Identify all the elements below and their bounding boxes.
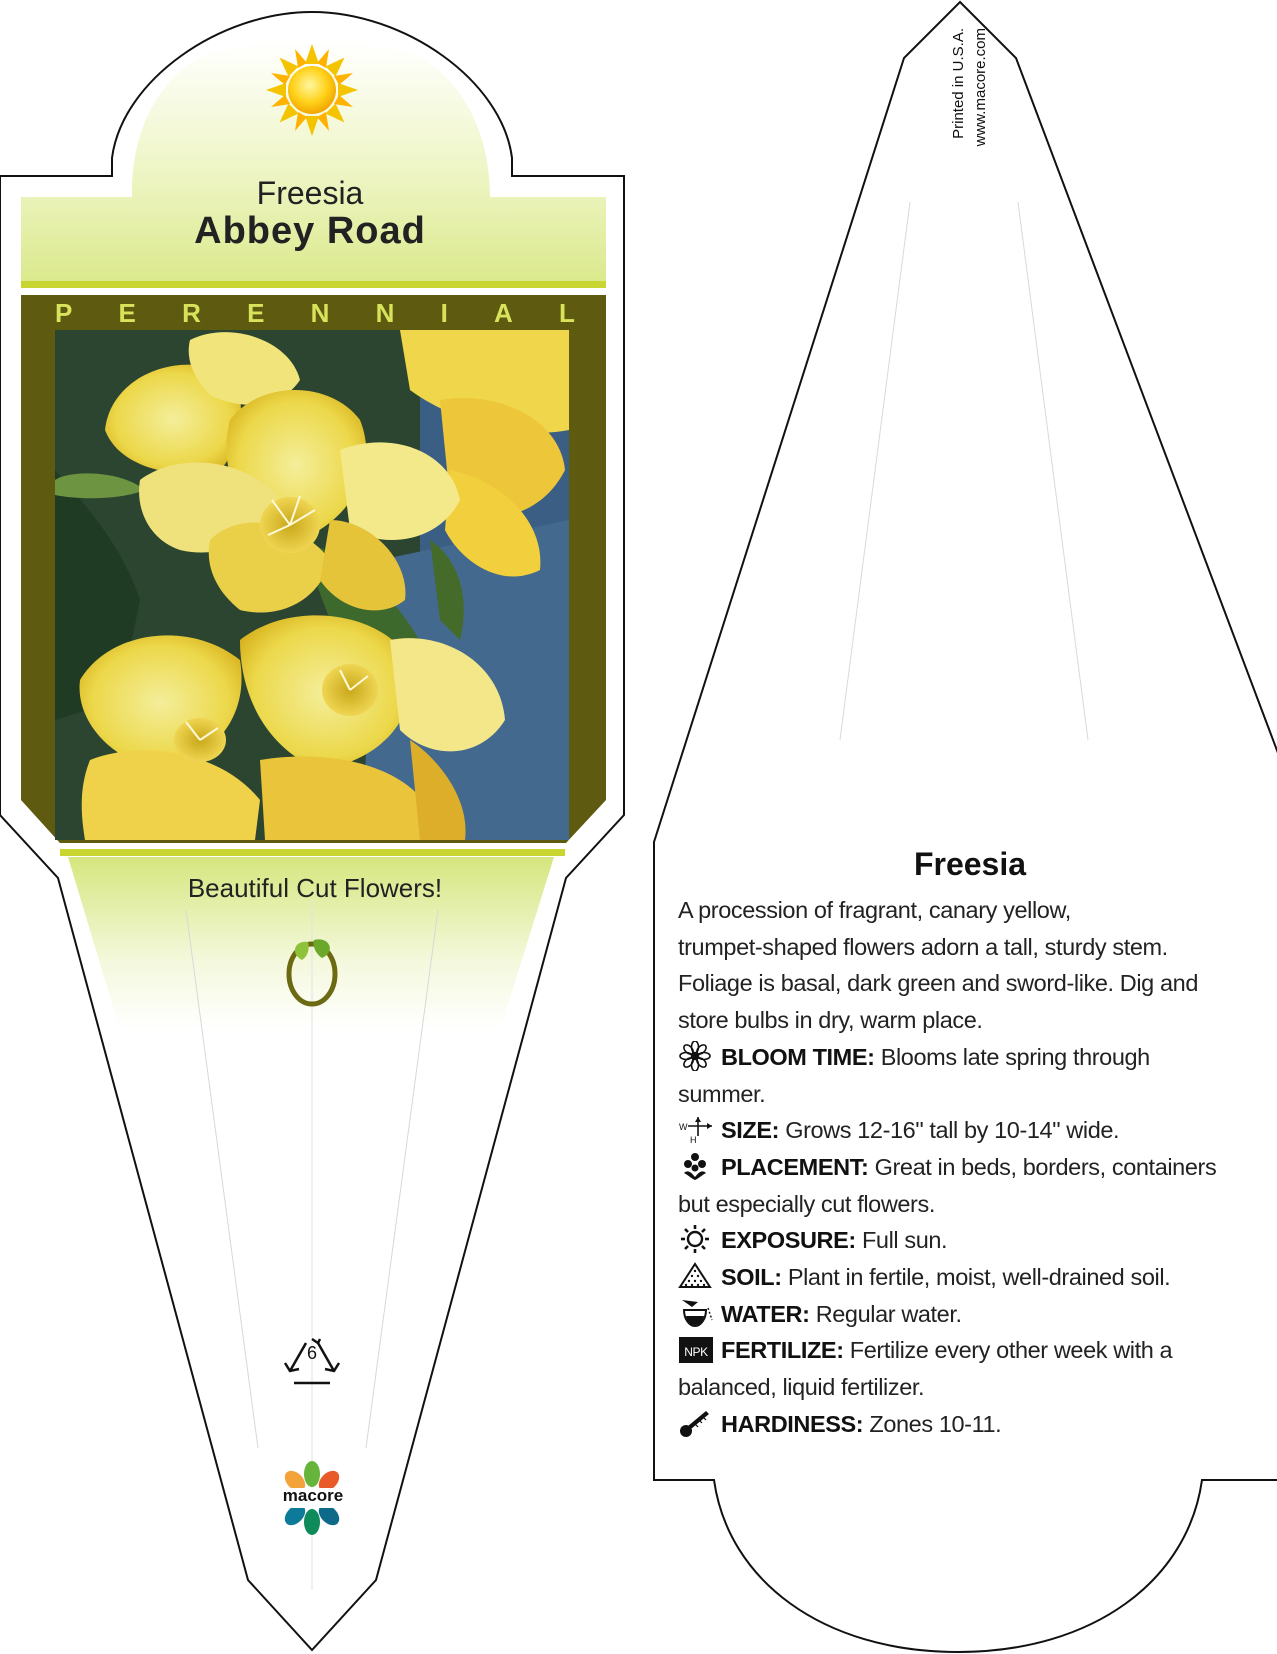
category-letter: N [375, 298, 395, 328]
npk-icon [678, 1334, 716, 1364]
recycle-code: 6 [306, 1343, 317, 1363]
spec-value: Grows 12-16" tall by 10-14" wide. [785, 1117, 1120, 1144]
category-letter: N [310, 298, 330, 328]
spec-soil [678, 1259, 1238, 1296]
category-letter: I [440, 298, 448, 328]
spec-placement [678, 1149, 1238, 1186]
category-letter: R [182, 298, 201, 328]
category-letter: E [247, 298, 265, 328]
spec-fertilize [678, 1332, 1238, 1369]
category-letter: L [559, 298, 575, 328]
spec-value: Great in beds, borders, containers [874, 1153, 1217, 1180]
spec-size [678, 1112, 1238, 1149]
spec-bloom-time [678, 1039, 1238, 1076]
website: www.macore.com [972, 28, 989, 147]
brand-name: macore [282, 1486, 344, 1505]
watering-can-icon [678, 1298, 716, 1328]
spec-label: HARDINESS: [721, 1410, 864, 1437]
spec-water [678, 1296, 1238, 1333]
spec-hardiness [678, 1406, 1238, 1443]
category-letter: P [55, 298, 73, 328]
flower-icon [678, 1041, 716, 1071]
category-letter: A [494, 298, 513, 328]
sun-icon [266, 44, 358, 136]
printed-in: Printed in U.S.A. [950, 28, 967, 139]
spec-value: Full sun. [861, 1227, 948, 1254]
yellow-freesia-photo [55, 330, 569, 840]
spec-label: SOIL: [721, 1264, 782, 1291]
spec-value-continued: balanced, liquid fertilizer. [678, 1374, 925, 1401]
spec-label: SIZE: [721, 1117, 780, 1144]
spec-value: Regular water. [815, 1300, 962, 1327]
tagline: Beautiful Cut Flowers! [187, 873, 443, 903]
common-name: Freesia [256, 175, 364, 211]
size-w: W [679, 1122, 688, 1133]
spec-label: WATER: [721, 1300, 810, 1327]
print-info [948, 28, 992, 248]
back-title: Freesia [913, 846, 1027, 882]
spec-value: Blooms late spring through [880, 1043, 1150, 1070]
spec-value: Plant in fertile, moist, well-drained soil. [787, 1264, 1171, 1291]
description-line: store bulbs in dry, warm place. [678, 1007, 983, 1034]
spec-value-continued: summer. [678, 1080, 766, 1107]
description-line: A procession of fragrant, canary yellow, [678, 897, 1071, 923]
spec-label: FERTILIZE: [721, 1337, 844, 1364]
spec-label: BLOOM TIME: [721, 1043, 875, 1070]
thermometer-icon [678, 1408, 716, 1438]
placement-icon [678, 1151, 716, 1181]
description-line: trumpet-shaped flowers adorn a tall, sturdy stem. [678, 933, 1168, 960]
npk-text: NPK [684, 1345, 708, 1360]
description-line: Foliage is basal, dark green and sword-like. Dig and [678, 970, 1198, 997]
spec-value: Fertilize every other week with a [849, 1337, 1173, 1364]
size-h: H [690, 1135, 697, 1145]
spec-value: Zones 10-11. [869, 1410, 1002, 1437]
soil-icon [678, 1261, 716, 1291]
spec-label: EXPOSURE: [721, 1227, 856, 1254]
plant-description [678, 892, 1238, 1443]
category-letter: E [118, 298, 136, 328]
sun-exposure-icon [678, 1224, 716, 1254]
spec-label: PLACEMENT: [721, 1153, 869, 1180]
size-icon [678, 1114, 716, 1144]
category-label [55, 298, 575, 329]
spec-exposure [678, 1222, 1238, 1259]
variety-name: Abbey Road [194, 210, 426, 252]
spec-value-continued: but especially cut flowers. [678, 1190, 935, 1217]
